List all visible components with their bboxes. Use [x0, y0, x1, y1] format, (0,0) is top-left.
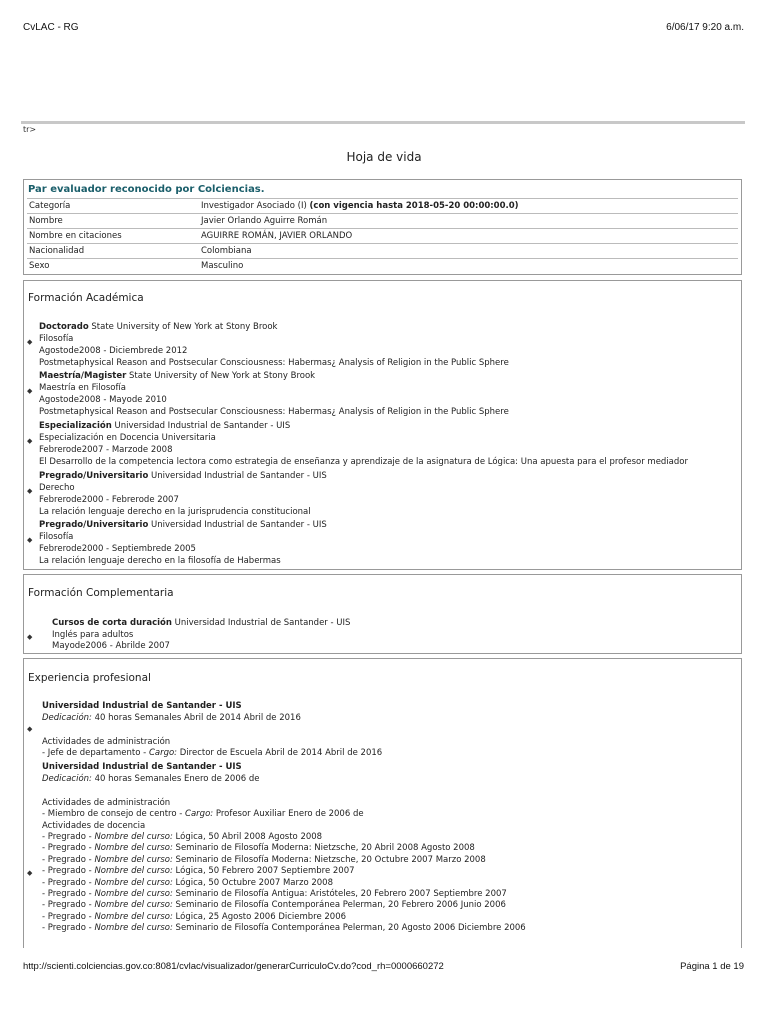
course-text: Seminario de Filosofía Antigua: Aristóteles, 20 Febrero 2007 Septiembre 2007: [172, 889, 507, 900]
dates: Mayode2006 - Abrilde 2007: [52, 641, 170, 651]
course-item: [42, 878, 526, 889]
entry-header: [39, 471, 327, 483]
row-value: [201, 201, 519, 213]
entry-header: [39, 322, 277, 334]
degree-label: Cursos de corta duración: [52, 618, 172, 628]
thesis: La relación lenguaje derecho en la jurisprudencia constitucional: [39, 507, 311, 517]
institution: Universidad Industrial de Santander - UIS: [151, 520, 327, 530]
institution: Universidad Industrial de Santander - UIS: [151, 471, 327, 481]
course-item: [42, 889, 526, 900]
page-url: http://scienti.colciencias.gov.co:8081/cvlac/visualizador/generarCurriculoCv.do?cod_rh=0000660272: [23, 961, 444, 972]
institution: Universidad Industrial de Santander - UIS: [114, 421, 291, 431]
document-title: CvLAC - RG: [23, 22, 79, 33]
row-value: Javier Orlando Aguirre Román: [201, 216, 328, 226]
course-prefix: - Pregrado -: [42, 900, 95, 911]
bullet-icon: ◆: [27, 487, 33, 495]
course-list: [42, 832, 526, 935]
course-item: [42, 900, 526, 911]
course-label: Nombre del curso:: [94, 889, 173, 900]
dedication-text: 40 horas Semanales Enero de 2006 de: [91, 774, 260, 784]
academic-section: [23, 280, 742, 570]
program: Maestría en Filosofía: [39, 383, 127, 393]
course-label: Nombre del curso:: [94, 832, 173, 842]
course-item: [42, 923, 526, 934]
profile-box: [23, 179, 742, 275]
row-key: Nombre en citaciones: [29, 231, 122, 241]
degree-label: Pregrado/Universitario: [39, 471, 149, 481]
profile-row: [27, 243, 738, 259]
cargo-label: Cargo:: [185, 809, 214, 819]
category-value: Investigador Asociado (I): [201, 201, 307, 211]
validity-text: (con vigencia hasta 2018-05-20 00:00:00.0): [309, 201, 519, 211]
entry-header: [39, 371, 315, 383]
bullet-icon: ◆: [27, 387, 33, 395]
bullet-icon: ◆: [27, 536, 33, 544]
profile-row: [27, 213, 738, 229]
course-label: Nombre del curso:: [94, 843, 173, 854]
course-label: Nombre del curso:: [94, 900, 173, 911]
course-label: Nombre del curso:: [94, 923, 173, 934]
employer-name: Universidad Industrial de Santander - UIS: [42, 701, 242, 711]
course-prefix: - Pregrado -: [42, 832, 95, 842]
course-prefix: - Pregrado -: [42, 923, 95, 934]
profile-row: [27, 258, 738, 274]
entry-header: [52, 618, 350, 630]
profile-row: [27, 228, 738, 244]
row-key: Categoría: [29, 201, 71, 211]
dates: Agostode2008 - Diciembrede 2012: [39, 346, 188, 356]
course-text: Lógica, 50 Octubre 2007 Marzo 2008: [172, 877, 333, 888]
activities-title: Actividades de administración: [42, 798, 171, 808]
activity-prefix: - Miembro de consejo de centro -: [42, 809, 186, 819]
course-label: Nombre del curso:: [94, 877, 173, 888]
profile-row: [27, 198, 738, 214]
course-label: Nombre del curso:: [94, 866, 173, 877]
page-title: Hoja de vida: [346, 150, 422, 164]
activity-text: Profesor Auxiliar Enero de 2006 de: [213, 809, 364, 819]
institution: State University of New York at Stony Brook: [91, 322, 278, 332]
course-item: [42, 843, 526, 854]
course-text: Lógica, 50 Febrero 2007 Septiembre 2007: [172, 866, 355, 877]
bullet-icon: ◆: [27, 633, 33, 641]
course-text: Seminario de Filosofía Contemporánea Pelerman, 20 Agosto 2006 Diciembre 2006: [172, 923, 526, 934]
program: Derecho: [39, 483, 75, 493]
dedication: [42, 774, 259, 786]
dates: Agostode2008 - Mayode 2010: [39, 395, 167, 405]
course-text: Seminario de Filosofía Moderna: Nietzsche, 20 Octubre 2007 Marzo 2008: [172, 854, 486, 865]
degree-label: Especialización: [39, 421, 112, 431]
dedication-text: 40 horas Semanales Abril de 2014 Abril de 2016: [91, 713, 301, 723]
bullet-icon: ◆: [27, 725, 33, 733]
course-item: [42, 866, 526, 877]
section-title: Formación Académica: [28, 292, 144, 304]
dedication: [42, 713, 301, 725]
entry-header: [39, 421, 290, 433]
course-text: Seminario de Filosofía Moderna: Nietzsche, 20 Abril 2008 Agosto 2008: [172, 843, 475, 854]
thesis: El Desarrollo de la competencia lectora como estrategia de enseñanza y aprendizaje de la asignatura de Lógica: Una apuesta para el profesor mediador: [39, 457, 688, 467]
entry-header: [39, 520, 327, 532]
row-key: Sexo: [29, 261, 50, 271]
course-text: Seminario de Filosofía Contemporánea Pelerman, 20 Febrero 2006 Junio 2006: [172, 900, 506, 911]
institution: Universidad Industrial de Santander - UIS: [174, 618, 351, 628]
employer: [42, 762, 242, 774]
course-prefix: - Pregrado -: [42, 843, 95, 854]
section-title: Experiencia profesional: [28, 672, 151, 684]
complementary-section: [23, 574, 742, 654]
program: Inglés para adultos: [52, 630, 134, 640]
course-item: [42, 855, 526, 866]
dates: Febrerode2000 - Febrerode 2007: [39, 495, 179, 505]
program: Especialización en Docencia Universitaria: [39, 433, 216, 443]
employer: [42, 701, 242, 713]
row-value: AGUIRRE ROMÁN, JAVIER ORLANDO: [201, 231, 353, 241]
course-text: Lógica, 25 Agosto 2006 Diciembre 2006: [172, 911, 347, 922]
program: Filosofía: [39, 334, 74, 344]
dedication-label: Dedicación:: [42, 713, 92, 723]
course-prefix: - Pregrado -: [42, 889, 95, 900]
bullet-icon: ◆: [27, 437, 33, 445]
course-label: Nombre del curso:: [94, 911, 173, 922]
thesis: Postmetaphysical Reason and Postsecular Consciousness: Habermas¿ Analysis of Religion in the Public Sphere: [39, 358, 509, 368]
activity-text: Director de Escuela Abril de 2014 Abril de 2016: [177, 748, 383, 758]
course-prefix: - Pregrado -: [42, 911, 95, 922]
program: Filosofía: [39, 532, 74, 542]
dates: Febrerode2000 - Septiembrede 2005: [39, 544, 196, 554]
degree-label: Maestría/Magister: [39, 371, 127, 381]
cargo-label: Cargo:: [148, 748, 178, 758]
print-timestamp: 6/06/17 9:20 a.m.: [666, 22, 744, 33]
course-item: [42, 912, 526, 923]
course-prefix: - Pregrado -: [42, 854, 95, 865]
stray-markup-text: tr>: [23, 125, 37, 134]
institution: State University of New York at Stony Brook: [129, 371, 316, 381]
activity-line: [42, 809, 364, 821]
experience-section: [23, 658, 742, 948]
degree-label: Pregrado/Universitario: [39, 520, 149, 530]
bullet-icon: ◆: [27, 338, 33, 346]
dedication-label: Dedicación:: [42, 774, 92, 784]
course-prefix: - Pregrado -: [42, 866, 95, 877]
course-item: [42, 832, 526, 843]
degree-label: Doctorado: [39, 322, 89, 332]
activity-line: [42, 748, 382, 760]
row-value: Masculino: [201, 261, 244, 271]
activity-prefix: - Jefe de departamento -: [42, 748, 149, 758]
bullet-icon: ◆: [27, 869, 33, 877]
employer-name: Universidad Industrial de Santander - UIS: [42, 762, 242, 772]
row-key: Nacionalidad: [29, 246, 85, 256]
course-text: Lógica, 50 Abril 2008 Agosto 2008: [172, 832, 323, 842]
section-title: Formación Complementaria: [28, 587, 174, 599]
page-number: Página 1 de 19: [680, 961, 744, 972]
dates: Febrerode2007 - Marzode 2008: [39, 445, 173, 455]
activities-title: Actividades de docencia: [42, 821, 146, 831]
course-label: Nombre del curso:: [94, 854, 173, 865]
thesis: Postmetaphysical Reason and Postsecular Consciousness: Habermas¿ Analysis of Religion in the Public Sphere: [39, 407, 509, 417]
row-key: Nombre: [29, 216, 63, 226]
row-value: Colombiana: [201, 246, 252, 256]
profile-title: Par evaluador reconocido por Colciencias.: [28, 184, 265, 195]
print-header: [23, 22, 744, 36]
thesis: La relación lenguaje derecho en la filosofía de Habermas: [39, 556, 281, 566]
activities-title: Actividades de administración: [42, 737, 171, 747]
course-prefix: - Pregrado -: [42, 877, 95, 888]
divider: [21, 121, 745, 124]
